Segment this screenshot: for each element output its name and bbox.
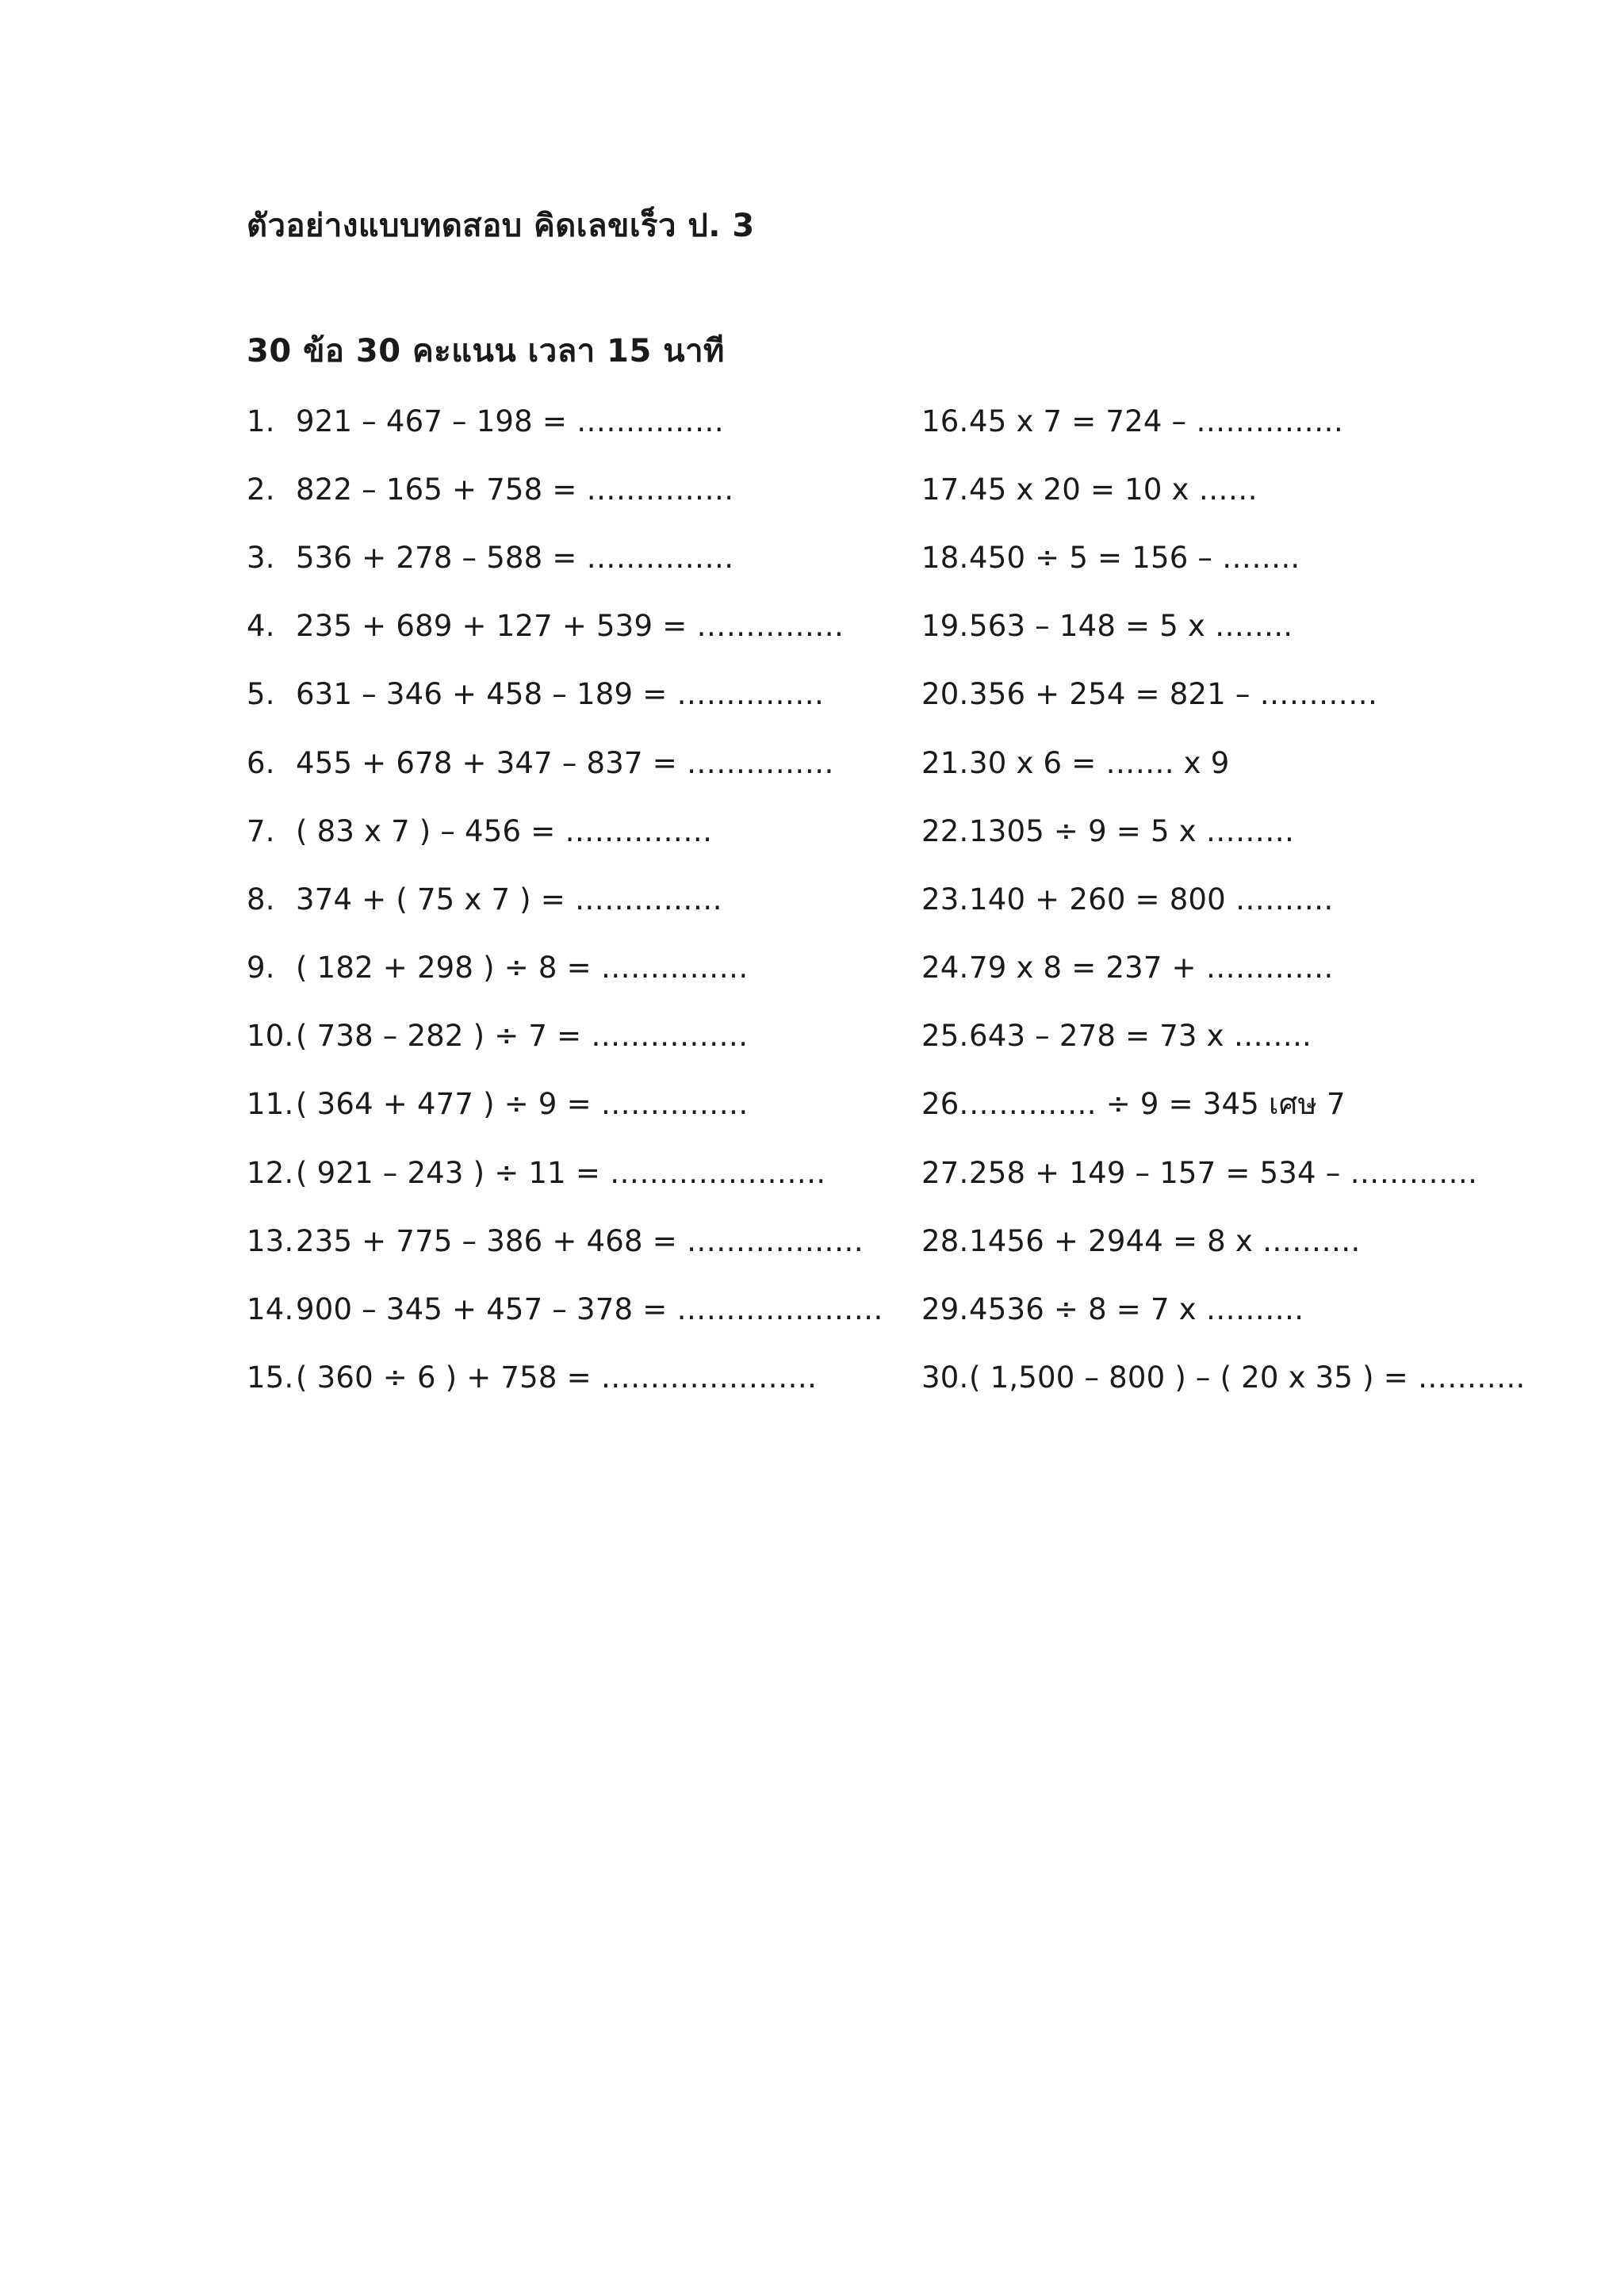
question-expression: 643 – 278 = 73 x ……..: [969, 1019, 1312, 1054]
question-expression: 374 + ( 75 x 7 ) = ……………: [296, 882, 722, 916]
question-item: [921, 729, 1588, 797]
question-expression: ( 364 + 477 ) ÷ 9 = ……………: [296, 1087, 749, 1122]
question-number: 25.: [921, 1019, 969, 1054]
question-expression: 563 – 148 = 5 x ……..: [969, 609, 1293, 644]
question-expression: 258 + 149 – 157 = 534 – ………….: [969, 1155, 1478, 1190]
question-expression: 45 x 7 = 724 – ……………: [969, 404, 1344, 438]
question-list-left: [247, 387, 905, 1412]
question-item: [921, 934, 1588, 1002]
question-number: 17.: [921, 472, 969, 507]
question-item: [921, 1070, 1588, 1138]
question-number: 15.: [247, 1360, 294, 1395]
question-number: 10.: [247, 1019, 294, 1054]
question-expression: ( 738 – 282 ) ÷ 7 = …………….: [296, 1019, 749, 1054]
question-expression: 631 – 346 + 458 – 189 = ……………: [296, 677, 825, 712]
question-number: 6.: [247, 745, 275, 780]
question-item: [921, 660, 1588, 729]
question-number: 14.: [247, 1292, 294, 1327]
question-number: 26.: [921, 1087, 969, 1122]
question-item: [921, 1275, 1588, 1343]
question-item: [921, 1002, 1588, 1070]
question-item: [921, 523, 1588, 591]
question-number: 7.: [247, 813, 275, 848]
question-number: 30.: [921, 1360, 969, 1395]
question-expression: 235 + 689 + 127 + 539 = ……………: [296, 609, 845, 644]
question-item: [247, 592, 905, 660]
question-item: [921, 865, 1588, 933]
question-expression: 450 ÷ 5 = 156 – ……..: [969, 540, 1300, 575]
question-number: 8.: [247, 882, 275, 916]
question-number: 23.: [921, 882, 969, 916]
question-item: [921, 455, 1588, 523]
question-expression: 1305 ÷ 9 = 5 x ………: [969, 813, 1295, 848]
question-item: [921, 797, 1588, 865]
page-title: ตัวอย่างแบบทดสอบ คิดเลขเร็ว ป. 3: [247, 208, 755, 244]
question-item: [247, 865, 905, 933]
question-number: 21.: [921, 745, 969, 780]
question-number: 3.: [247, 540, 275, 575]
question-expression: 1456 + 2944 = 8 x ……….: [969, 1223, 1361, 1258]
question-item: [247, 1138, 905, 1207]
question-expression: ( 182 + 298 ) ÷ 8 = ……………: [296, 951, 749, 985]
question-list-right: [921, 387, 1588, 1412]
question-number: 12.: [247, 1155, 294, 1190]
question-expression: 235 + 775 – 386 + 468 = ………………: [296, 1223, 864, 1258]
question-expression: 30 x 6 = ……. x 9: [969, 745, 1230, 780]
question-expression: 4536 ÷ 8 = 7 x ……….: [969, 1292, 1304, 1327]
question-number: 19.: [921, 609, 969, 644]
question-item: [921, 1344, 1588, 1412]
question-item: [247, 1002, 905, 1070]
question-expression: 79 x 8 = 237 + ………….: [969, 951, 1334, 985]
question-number: 2.: [247, 472, 275, 507]
question-item: [247, 797, 905, 865]
question-expression: 536 + 278 – 588 = ……………: [296, 540, 734, 575]
question-expression: 140 + 260 = 800 ……….: [969, 882, 1334, 916]
question-number: 20.: [921, 677, 969, 712]
question-number: 5.: [247, 677, 275, 712]
question-expression: 45 x 20 = 10 x ……: [969, 472, 1258, 507]
question-item: [247, 523, 905, 591]
question-number: 29.: [921, 1292, 969, 1327]
question-expression: ( 921 – 243 ) ÷ 11 = ………………….: [296, 1155, 826, 1190]
question-item: [247, 660, 905, 729]
question-item: [247, 1275, 905, 1343]
question-number: 18.: [921, 540, 969, 575]
question-item: [921, 387, 1588, 455]
question-item: [247, 729, 905, 797]
question-number: 9.: [247, 951, 275, 985]
question-item: [247, 387, 905, 455]
question-expression: ( 1,500 – 800 ) – ( 20 x 35 ) = ………..: [969, 1360, 1526, 1395]
question-number: 22.: [921, 813, 969, 848]
question-item: [921, 1207, 1588, 1275]
question-expression: 900 – 345 + 457 – 378 = …………………: [296, 1292, 883, 1327]
question-item: [247, 1207, 905, 1275]
question-number: 27.: [921, 1155, 969, 1190]
question-item: [247, 1344, 905, 1412]
question-number: 28.: [921, 1223, 969, 1258]
question-expression: 455 + 678 + 347 – 837 = ……………: [296, 745, 834, 780]
question-expression: ( 83 x 7 ) – 456 = ……………: [296, 813, 713, 848]
question-number: 16.: [921, 404, 969, 438]
question-number: 24.: [921, 951, 969, 985]
question-expression: 822 – 165 + 758 = ……………: [296, 472, 734, 507]
question-item: [247, 455, 905, 523]
question-number: 13.: [247, 1223, 294, 1258]
question-number: 4.: [247, 609, 275, 644]
question-item: [921, 592, 1588, 660]
question-expression: …………. ÷ 9 = 345 เศษ 7: [969, 1087, 1346, 1122]
question-item: [247, 1070, 905, 1138]
question-expression: 921 – 467 – 198 = ……………: [296, 404, 725, 438]
question-expression: 356 + 254 = 821 – …………: [969, 677, 1378, 712]
question-expression: ( 360 ÷ 6 ) + 758 = ………………….: [296, 1360, 818, 1395]
question-number: 11.: [247, 1087, 294, 1122]
question-number: 1.: [247, 404, 275, 438]
question-item: [247, 934, 905, 1002]
question-item: [921, 1138, 1588, 1207]
test-info: 30 ข้อ 30 คะแนน เวลา 15 นาที: [247, 333, 725, 369]
